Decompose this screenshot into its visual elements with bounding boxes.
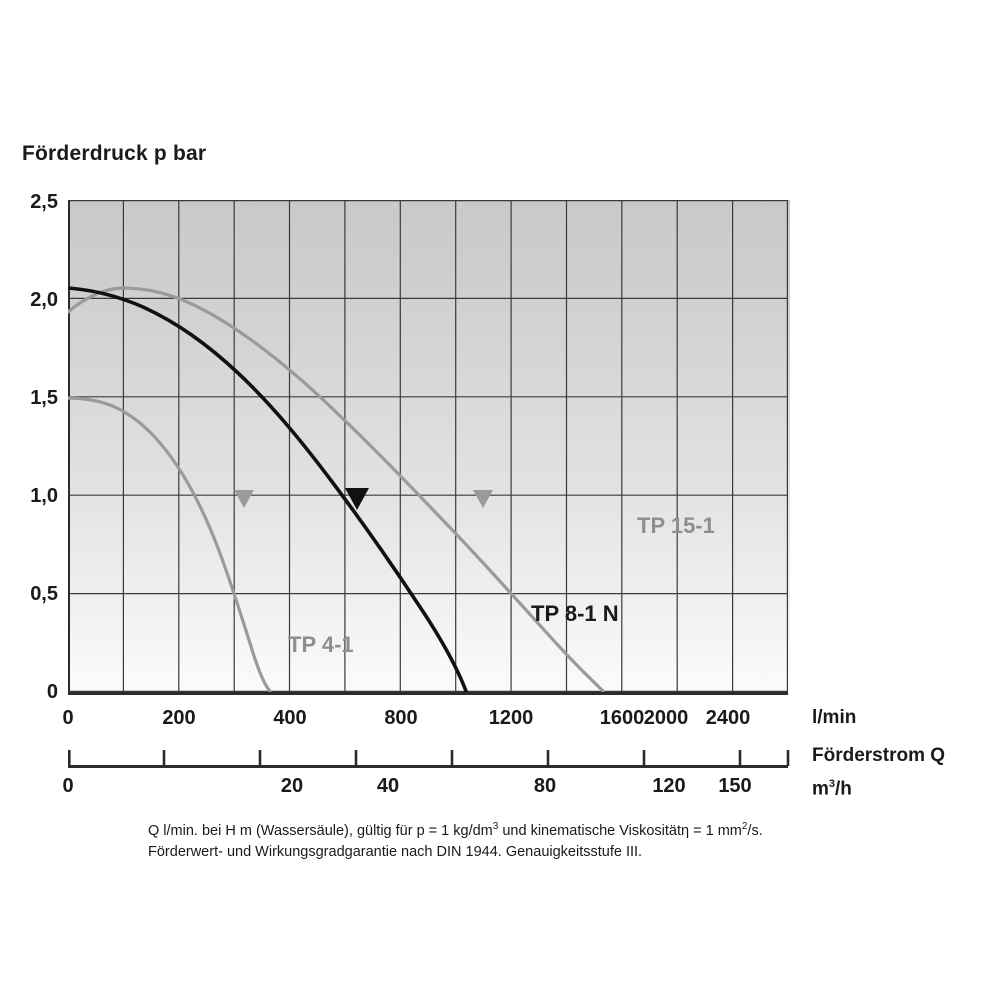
ytick-label-2-0: 2,0 [30,289,58,311]
x-axis-unit-m3h [812,778,852,800]
footnote [148,820,908,863]
footnote-line-1-b: und kinematische Viskositätη = 1 mm [498,822,742,839]
xtick-label-lmin-400: 400 [273,707,307,729]
footnote-line-2: Förderwert- und Wirkungsgradgarantie nach DIN 1944. Genauigkeitsstufe III. [148,843,643,860]
x-axis-line-lmin [68,692,788,695]
xtick-label-m3h-0: 0 [62,775,74,797]
curve-label-tp-8-1-n: TP 8-1 N [531,601,619,626]
xtick-label-lmin-800: 800 [384,707,418,729]
x-axis-unit-lmin: l/min [812,707,857,728]
footnote-line-1-c: /s. [747,822,763,839]
x-axis-name: Förderstrom Q [812,745,946,766]
plot-graphics [68,200,788,692]
xtick-label-m3h-40: 40 [376,775,400,797]
x-axis-unit-m3h-text: m [812,778,829,800]
xtick-label-m3h-20: 20 [280,775,304,797]
ytick-label-1-5: 1,5 [30,387,58,409]
xtick-label-m3h-120: 120 [652,775,686,797]
xtick-label-lmin-0: 0 [62,707,74,729]
xtick-label-lmin-2400: 2400 [705,707,751,729]
ytick-label-1-0: 1,0 [30,485,58,507]
xtick-label-lmin-1200: 1200 [488,707,534,729]
xtick-label-m3h-150: 150 [718,775,752,797]
y-axis-title: Förderdruck p bar [22,142,207,165]
footnote-sup-1: 3 [492,821,499,832]
grid-vertical [123,200,787,692]
duty-marker-tp-15-1 [473,490,493,508]
curve-label-tp-15-1: TP 15-1 [637,513,715,538]
curve-tp-15-1 [68,288,603,691]
curve-tp-8-1-n [68,288,466,691]
ytick-label-0: 0 [46,681,58,703]
xtick-label-lmin-2000: 2000 [643,707,689,729]
x-axis-unit-m3h-sup: 3 [828,778,836,790]
curve-label-tp-4-1: TP 4-1 [288,632,354,657]
x-axis-unit-m3h-suffix: /h [835,778,852,800]
curve-tp-4-1 [68,398,270,691]
footnote-line-1-a: Q l/min. bei H m (Wassersäule), gültig für p = 1 kg/dm [148,822,493,839]
xtick-label-lmin-1600: 1600 [599,707,645,729]
duty-marker-tp-4-1 [234,490,254,508]
x-axis-m3h-ticks [68,748,790,768]
ytick-label-0-5: 0,5 [30,583,58,605]
ytick-label-2-5: 2,5 [30,191,58,213]
footnote-sup-2: 2 [741,821,748,832]
xtick-label-lmin-200: 200 [162,707,196,729]
footnote-line-1 [148,820,908,842]
xtick-label-m3h-80: 80 [533,775,557,797]
